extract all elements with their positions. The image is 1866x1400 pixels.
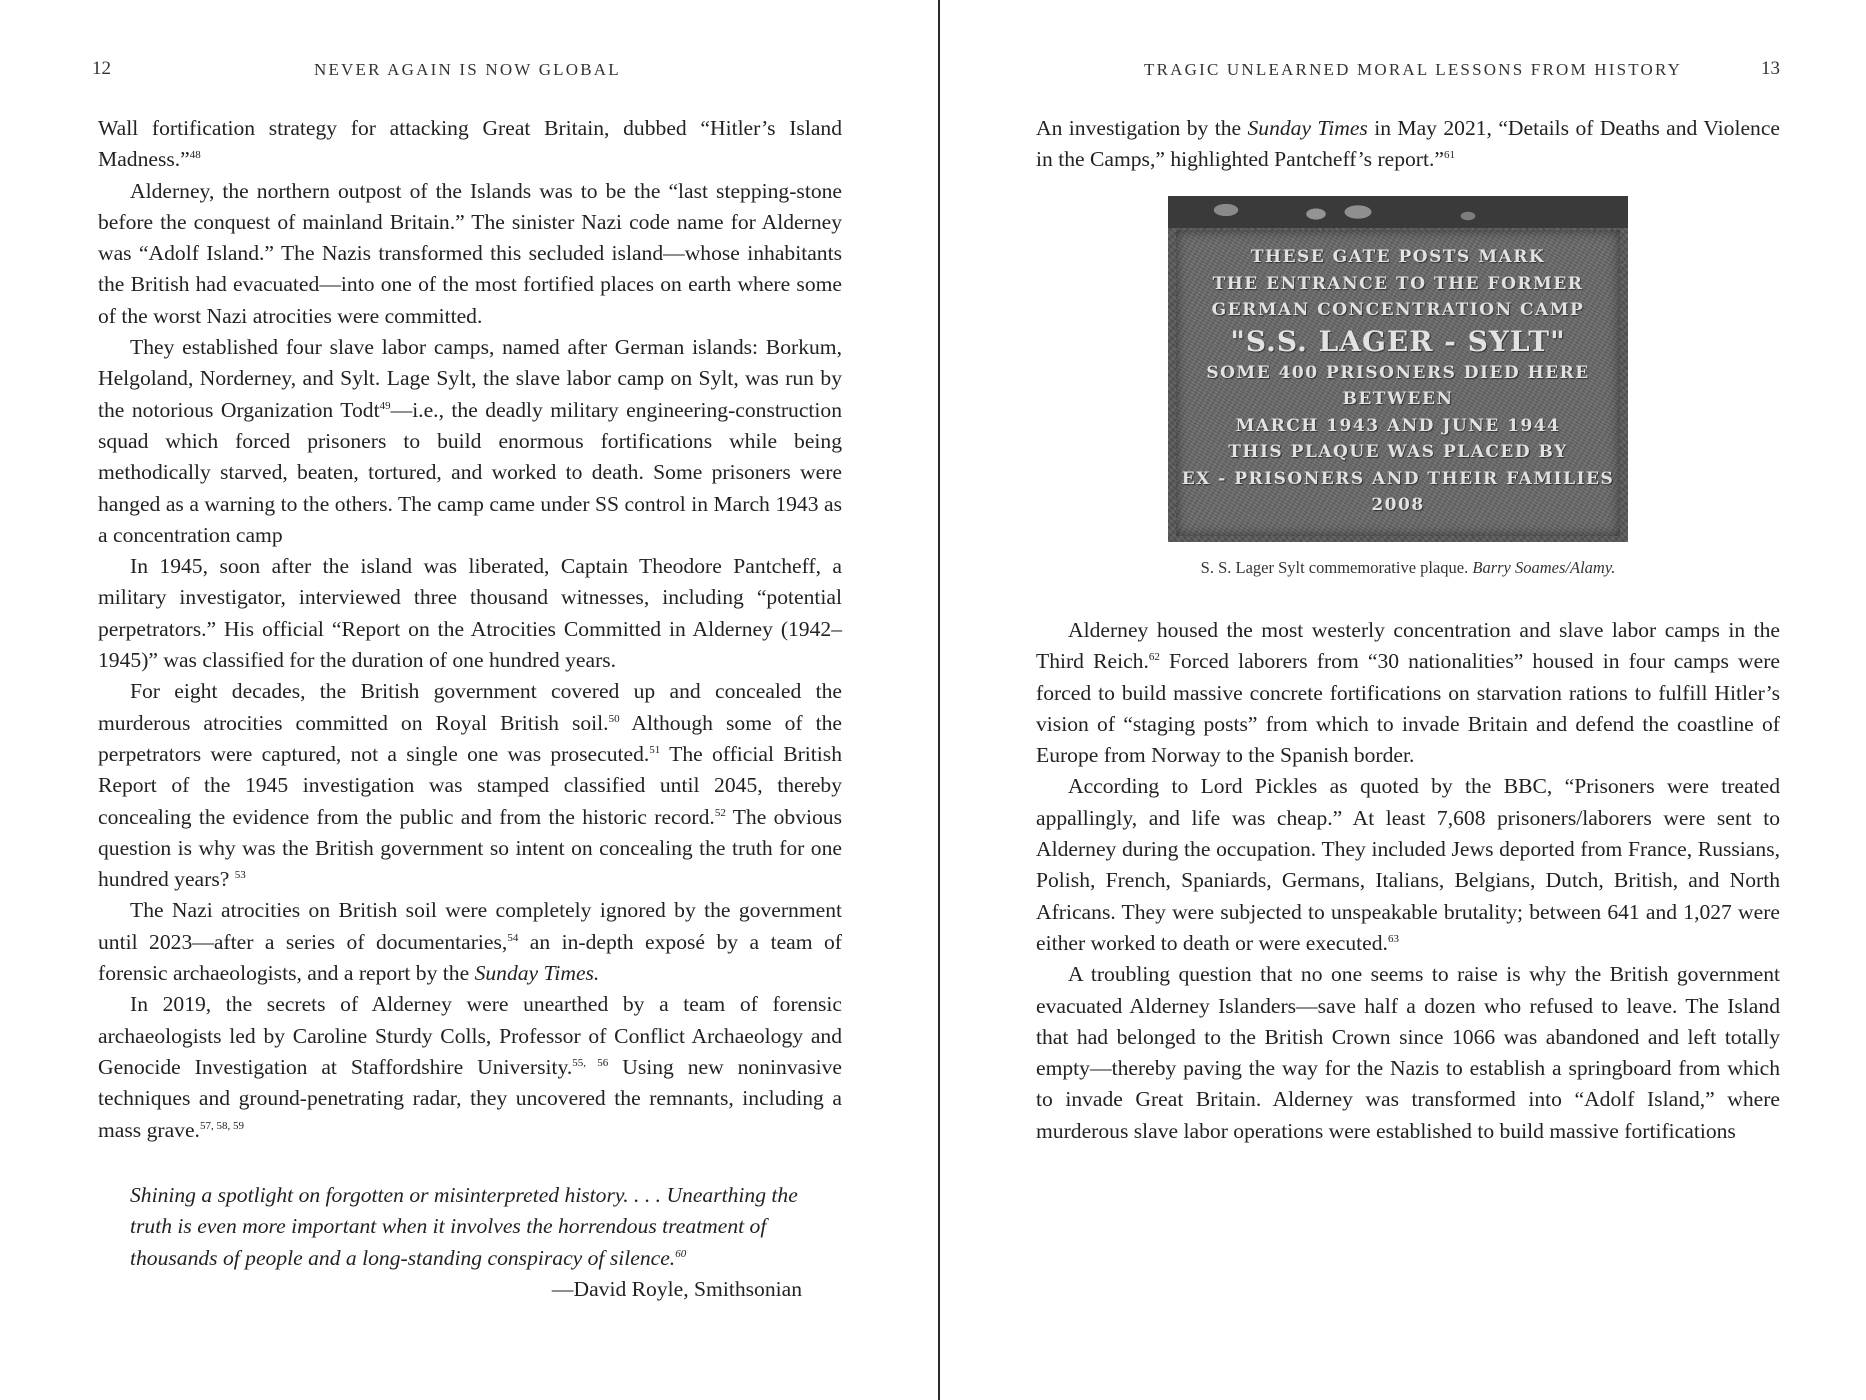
plaque-photo bbox=[1168, 196, 1628, 542]
paragraph: A troubling question that no one seems to raise is why the British government evacuated Alderney Islanders—save half a dozen who refused to leave. The Island that had belonged to the British Crown since 1066 was abandoned and left totally empty—thereby paving the way for the Nazis to establish a springboard from which to invade Great Britain. Alderney was transformed into “Adolf Island,” where murderous slave labor operations were established to build massive fortifications bbox=[1036, 962, 1780, 1143]
footnote-ref[interactable]: 51 bbox=[649, 743, 661, 756]
footnote-ref[interactable]: 52 bbox=[714, 806, 726, 819]
granite-plaque bbox=[1176, 230, 1620, 536]
running-head-title: NEVER AGAIN IS NOW GLOBAL bbox=[314, 60, 621, 79]
footnote-ref[interactable]: 53 bbox=[234, 869, 246, 882]
paragraph: Alderney housed the most westerly concentration and slave labor camps in the Third Reich.$^{62}$ Forced laborers from “30 nationalities” housed in four camps were forced to build massive concrete fortifications on starvation rations to fulfill Hitler’s vision of “staging posts” from which to invade Britain and defend the coastline of Europe from Norway to the Spanish border. bbox=[1036, 618, 1781, 768]
paragraph: For eight decades, the British government covered up and concealed the murderous atrocities committed on Royal British soil.$^{50}$ Although some of the perpetrators were captured, not a single one was prosecuted.$^{51}$ The official British Report of the 1945 investigation was stamped classified until 2045, thereby concealing the evidence from the public and from the historic record.$^{52}$ The obvious question is why was the British government so intent on concealing the truth for one hundred years? $^{53}$ bbox=[98, 679, 842, 892]
running-head-title: TRAGIC UNLEARNED MORAL LESSONS FROM HISTORY bbox=[1144, 60, 1683, 79]
plaque-line: THESE GATE POSTS MARK bbox=[1250, 247, 1546, 267]
right-running-head bbox=[1036, 58, 1780, 82]
page-number: 13 bbox=[1761, 58, 1780, 79]
plaque-line: 2008 bbox=[1371, 495, 1425, 515]
plaque-line: EX - PRISONERS AND THEIR FAMILIES bbox=[1181, 468, 1615, 489]
plaque-line: THIS PLAQUE WAS PLACED BY bbox=[1228, 442, 1568, 462]
footnote-ref[interactable]: 61 bbox=[1443, 149, 1455, 162]
paragraph: An investigation by the Sunday Times in May 2021, “Details of Deaths and Violence in the Camps,” highlighted Pantcheff’s report.”$^{61}$ bbox=[1036, 116, 1780, 172]
right-body-text bbox=[1036, 615, 1780, 1147]
plaque-line: "S.S. LAGER - SYLT" bbox=[1230, 324, 1566, 358]
footnote-ref[interactable]: 49 bbox=[379, 399, 391, 412]
epigraph bbox=[130, 1180, 810, 1305]
paragraph: According to Lord Pickles as quoted by the BBC, “Prisoners were treated appallingly, and life was cheap.” At least 7,608 prisoners/laborers were sent to Alderney during the occupation. They included Jews deported from France, Russians, Polish, French, Spaniards, Germans, Italians, Belgians, Dutch, British, and North Africans. They were subjected to unspeakable brutality; between 641 and 1,027 were either worked to death or were executed.$^{63}$ bbox=[1036, 774, 1780, 955]
plaque-line: GERMAN CONCENTRATION CAMP bbox=[1211, 300, 1585, 320]
footnote-ref[interactable]: 57, 58, 59 bbox=[199, 1119, 244, 1132]
photo-credit: Barry Soames/Alamy. bbox=[1472, 558, 1616, 577]
gravel-strip bbox=[1168, 196, 1628, 228]
paragraph: The Nazi atrocities on British soil were completely ignored by the government until 2023—after a series of documentaries,$^{54}$ an in-depth exposé by a team of forensic archaeologists, and a report by the Sunday Times. bbox=[98, 898, 843, 986]
paragraph: In 1945, soon after the island was liberated, Captain Theodore Pantcheff, a military investigator, interviewed three thousand witnesses, including “potential perpetrators.” His official “Report on the Atrocities Committed in Alderney (1942–1945)” was classified for the duration of one hundred years. bbox=[98, 554, 842, 673]
footnote-ref[interactable]: 50 bbox=[608, 712, 620, 725]
plaque-line: BETWEEN bbox=[1342, 389, 1454, 409]
epigraph-quote: Shining a spotlight on forgotten or misinterpreted history. . . . Unearthing the truth is even more important when it involves the horrendous treatment of thousands of people and a long-standing conspiracy of silence.$^{60}$ bbox=[130, 1183, 798, 1270]
footnote-ref[interactable]: 63 bbox=[1387, 932, 1399, 945]
left-page bbox=[92, 0, 843, 1400]
footnote-ref[interactable]: 55, 56 bbox=[572, 1056, 609, 1069]
page-gutter bbox=[938, 0, 940, 1400]
paragraph: Wall fortification strategy for attacking Great Britain, dubbed “Hitler’s Island Madness.”$^{48}$ bbox=[98, 116, 842, 172]
left-body-text bbox=[98, 113, 842, 1146]
plaque-inscription bbox=[1176, 244, 1620, 519]
epigraph-attribution: —David Royle, Smithsonian bbox=[551, 1276, 802, 1301]
plaque-line: SOME 400 PRISONERS DIED HERE bbox=[1206, 362, 1590, 383]
paragraph: In 2019, the secrets of Alderney were unearthed by a team of forensic archaeologists led by Caroline Sturdy Colls, Professor of Conflict Archaeology and Genocide Investigation at Staffordshire University.$^{55, 56}$ Using new noninvasive techniques and ground-penetrating radar, they uncovered the remnants, including a mass grave.$^{57, 58, 59}$ bbox=[98, 992, 842, 1142]
footnote-ref[interactable]: 62 bbox=[1148, 651, 1160, 664]
figure-caption: S. S. Lager Sylt commemorative plaque. Barry Soames/Alamy. bbox=[1200, 558, 1616, 577]
footnote-ref[interactable]: 48 bbox=[189, 149, 201, 162]
footnote-ref[interactable]: 60 bbox=[675, 1247, 687, 1260]
paragraph: Alderney, the northern outpost of the Islands was to be the “last stepping-stone before the conquest of mainland Britain.” The sinister Nazi code name for Alderney was “Adolf Island.” The Nazis transformed this secluded island—whose inhabitants the British had evacuated—into one of the most fortified places on earth where some of the worst Nazi atrocities were committed. bbox=[98, 178, 842, 328]
paragraph: They established four slave labor camps, named after German islands: Borkum, Helgoland, Norderney, and Sylt. Lage Sylt, the slave labor camp on Sylt, was run by the notorious Organization Todt$^{49}$—i.e., the deadly military engineering-construction squad which forced prisoners to build enormous fortifications while being methodically starved, beaten, tortured, and worked to death. Some prisoners were hanged as a warning to the others. The camp came under SS control in March 1943 as a concentration camp bbox=[98, 335, 843, 547]
page-number: 12 bbox=[92, 58, 111, 79]
left-running-head bbox=[92, 58, 842, 82]
plaque-line: THE ENTRANCE TO THE FORMER bbox=[1212, 273, 1584, 294]
right-intro-text bbox=[1036, 113, 1780, 176]
footnote-ref[interactable]: 54 bbox=[507, 931, 519, 944]
plaque-line: MARCH 1943 AND JUNE 1944 bbox=[1235, 415, 1561, 436]
right-page bbox=[1036, 0, 1780, 1400]
